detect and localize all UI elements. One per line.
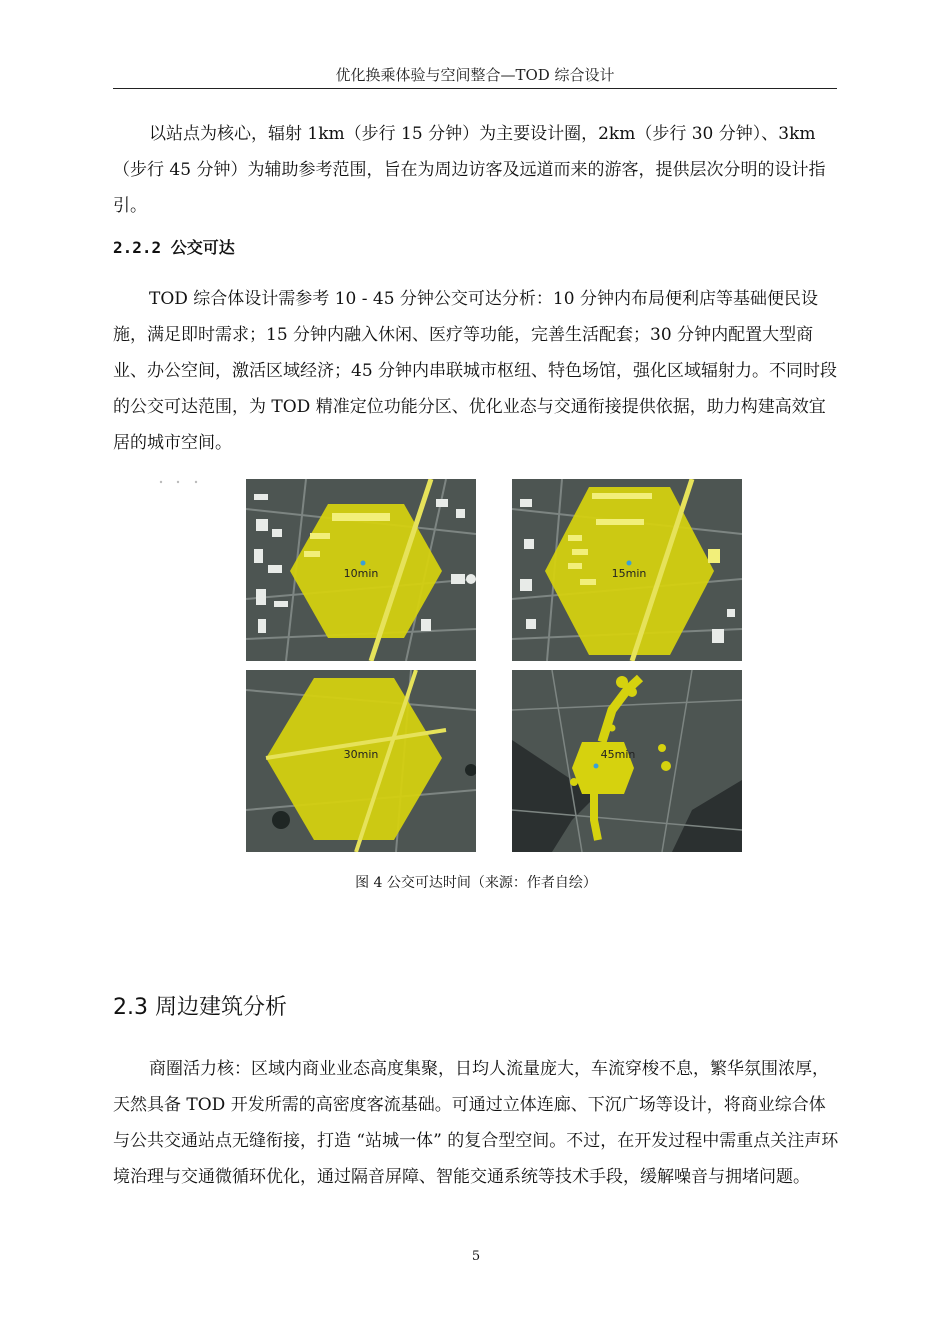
building-paragraph (113, 1051, 839, 1195)
bus-text: TOD 综合体设计需参考 10 - 45 分钟公交可达分析：10 分钟内布局便利店等基础便民设施，满足即时需求；15 分钟内融入休闲、医疗等功能，完善生活配套；30 分钟内配置大型商业、办公空间，激活区域经济；45 分钟内串联城市枢纽、特色场馆，强化区域辐射力。不同时段的公交可达范围，为 TOD 精准定位功能分区、优化业态与交通衔接提供依据，助力构建高效宜居的城市空间。 (113, 289, 838, 453)
map-panel-10min (246, 479, 476, 661)
figure-caption: 图 4 公交可达时间（来源：作者自绘） (355, 875, 597, 891)
intro-text: 以站点为核心，辐射 1km（步行 15 分钟）为主要设计圈，2km（步行 30 分钟）、3km（步行 45 分钟）为辅助参考范围，旨在为周边访客及远道而来的游客，提供层次分明的设计指引。 (113, 124, 826, 216)
stray-mark (158, 478, 204, 486)
bus-paragraph (113, 281, 839, 461)
panel-label-30min: 30min (343, 748, 379, 761)
running-header: 优化换乘体验与空间整合—TOD 综合设计 (335, 66, 615, 84)
panel-label-45min: 45min (600, 748, 636, 761)
panel-label-15min: 15min (611, 567, 647, 580)
header-rule (113, 88, 837, 89)
map-panel-30min (246, 670, 476, 852)
map-panel-45min (512, 670, 742, 852)
panel-label-10min: 10min (343, 567, 379, 580)
map-panel-15min (512, 479, 742, 661)
page-number: 5 (471, 1249, 481, 1264)
section-heading-2-3: 2.3 周边建筑分析 (113, 995, 287, 1020)
building-text: 商圈活力核：区域内商业业态高度集聚，日均人流量庞大，车流穿梭不息，繁华氛围浓厚，天然具备 TOD 开发所需的高密度客流基础。可通过立体连廊、下沉广场等设计，将商业综合体与公共交通站点无缝衔接，打造 “站城一体” 的复合型空间。不过，在开发过程中需重点关注声环境治理与交通微循环优化，通过隔音屏障、智能交通系统等技术手段，缓解噪音与拥堵问题。 (113, 1059, 839, 1187)
intro-paragraph (113, 116, 839, 224)
section-heading-2-2-2: 2.2.2 公交可达 (113, 238, 235, 257)
bus-reach-figure (246, 479, 744, 849)
